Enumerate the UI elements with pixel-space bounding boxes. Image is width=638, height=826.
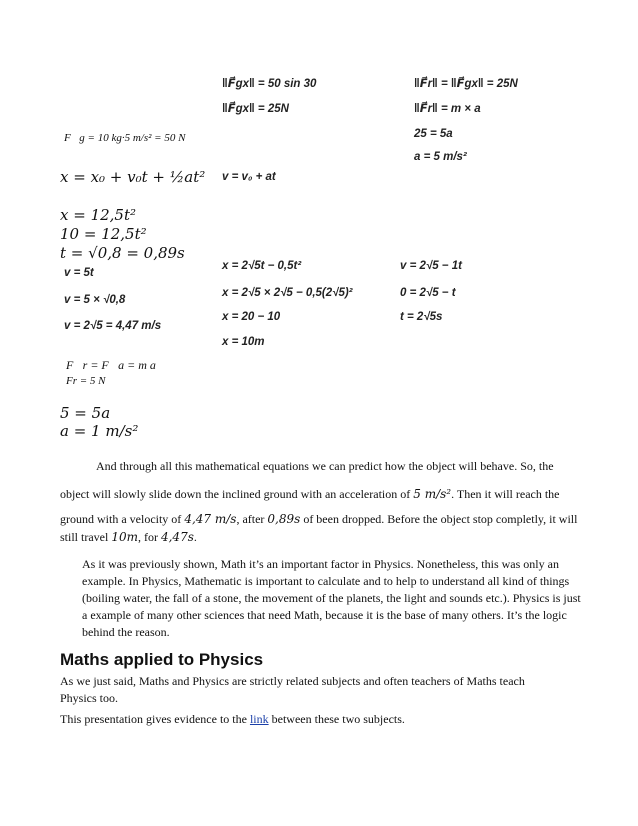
inline-math: 4,47s: [160, 530, 194, 544]
inline-math: 10m: [111, 530, 138, 544]
eq-x-12-5: x = 12,5t²: [60, 206, 137, 224]
eq-10-12-5: 10 = 12,5t²: [60, 225, 147, 243]
eq-fr-equals-fgx: ‖F⃗r‖ = ‖F⃗gx‖ = 25N: [414, 78, 518, 90]
paragraph-math-importance: As it was previously shown, Math it’s an important factor in Physics. Nonetheless, this was only an example. In Physics, Mathematic is important to calculate and to help to understand all kind of things (boiling water, the fall of a stone, the movement of the planets, the light and sounds etc.). Physics is just a example of many other sciences that need Math, because it is the base of many others. It’s the logic behind the reason.: [82, 557, 581, 639]
text-span: This presentation gives evidence to the: [60, 712, 247, 726]
text-span: , after: [236, 512, 265, 526]
eq-25-5a: 25 = 5a: [414, 128, 453, 140]
eq-x-result: x = 10m: [222, 336, 265, 348]
inline-math: 4,47 m/s: [184, 512, 237, 526]
eq-velocity-formula: v = v₀ + at: [222, 171, 276, 183]
eq-t-result: t = 2√5s: [400, 311, 443, 323]
eq-t-sqrt: t = √0,8 = 0,89s: [60, 244, 185, 262]
text-span: between these two subjects.: [271, 712, 405, 726]
eq-kinematic: x = x₀ + v₀t + ½at²: [60, 168, 206, 186]
eq-fr-newton: ‖F⃗r‖ = m × a: [414, 103, 481, 115]
eq-fgx-value: ‖F⃗gx‖ = 25N: [222, 103, 289, 115]
eq-v-decel: v = 2√5 − 1t: [400, 260, 462, 272]
eq-v-result: v = 2√5 = 4,47 m/s: [64, 320, 162, 332]
eq-v-5t: v = 5t: [64, 267, 94, 279]
eq-a-1: a = 1 m/s²: [60, 422, 139, 440]
inline-math: 5 m/s²: [413, 487, 452, 501]
paragraph-line: [60, 486, 560, 503]
eq-x-distance: x = 2√5t − 0,5t²: [222, 260, 302, 272]
text-span: of been dropped. Before the object stop completly, it will: [303, 512, 578, 526]
text-span: . Then it will reach the: [451, 487, 560, 501]
eq-fg-weight: F⃗g = 10 kg·5 m/s² = 50 N: [64, 132, 186, 144]
paragraph-line: [60, 511, 577, 528]
inline-math: 0,89s: [267, 512, 301, 526]
text-span: ground with a velocity of: [60, 512, 182, 526]
link[interactable]: link: [249, 712, 269, 726]
paragraph-presentation: [60, 711, 405, 728]
eq-fr-fa: F⃗r = F⃗a = m a⃗: [66, 358, 166, 372]
paragraph-line: [60, 529, 197, 546]
eq-5-5a: 5 = 5a: [60, 404, 111, 422]
eq-zero-velocity: 0 = 2√5 − t: [400, 287, 456, 299]
eq-fgx-sin: ‖F⃗gx‖ = 50 sin 30: [222, 78, 317, 90]
eq-x-substitution: x = 2√5 × 2√5 − 0,5(2√5)²: [222, 287, 353, 299]
text-span: .: [193, 530, 197, 544]
section-heading: Maths applied to Physics: [60, 650, 264, 669]
eq-fr-5n: Fr = 5 N: [66, 375, 106, 387]
paragraph-line: And through all this mathematical equations we can predict how the object will behave. So, the: [96, 459, 554, 473]
text-span: object will slowly slide down the inclined ground with an acceleration of: [60, 487, 411, 501]
eq-x-subtraction: x = 20 − 10: [222, 311, 281, 323]
eq-acceleration: a = 5 m/s²: [414, 151, 467, 163]
paragraph-related-subjects: As we just said, Maths and Physics are strictly related subjects and often teachers of Maths teach Physics too.: [60, 674, 525, 705]
text-span: , for: [137, 530, 158, 544]
eq-v-sqrt: v = 5 × √0,8: [64, 294, 126, 306]
text-span: still travel: [60, 530, 109, 544]
